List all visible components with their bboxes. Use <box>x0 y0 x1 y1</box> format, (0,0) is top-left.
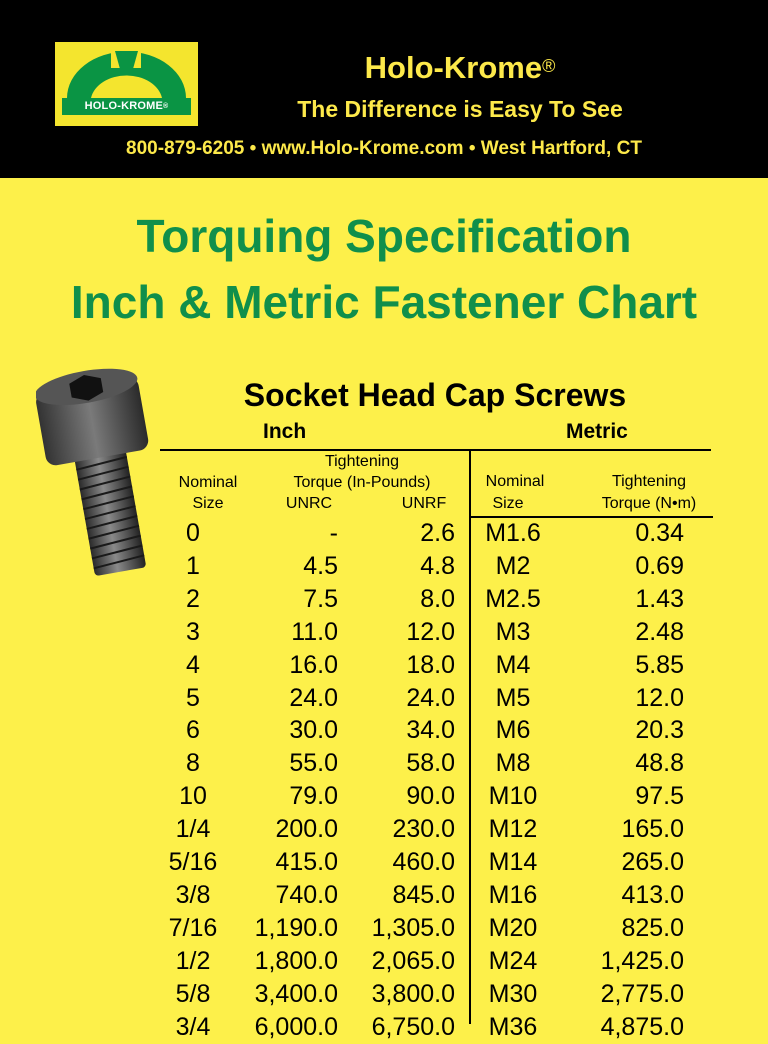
metric-size-cell: M1.6 <box>485 519 541 547</box>
table-row <box>0 583 768 616</box>
metric-size-cell: M4 <box>495 650 531 679</box>
inch-size-cell: 3 <box>186 617 200 646</box>
table-row <box>0 649 768 682</box>
unrf-torque-cell: 8.0 <box>420 584 455 613</box>
metric-torque-cell: 1,425.0 <box>600 946 684 975</box>
table-row <box>0 978 768 1011</box>
metric-size-cell: M36 <box>488 1012 538 1041</box>
section-title: Socket Head Cap Screws <box>243 377 627 413</box>
inch-size-cell: 1/2 <box>175 946 211 975</box>
logo-label: HOLO-KROME® <box>62 98 191 115</box>
inch-size-cell: 1/4 <box>175 815 211 844</box>
table-row <box>0 682 768 715</box>
metric-size-cell: M2 <box>495 551 531 580</box>
table-row <box>0 1011 768 1044</box>
metric-size-cell: M2.5 <box>485 584 541 613</box>
metric-torque-cell: 5.85 <box>635 650 684 679</box>
metric-torque-cell: 4,875.0 <box>600 1012 684 1041</box>
holo-krome-logo <box>55 42 198 126</box>
metric-size-cell: M16 <box>488 880 538 909</box>
table-row <box>0 517 768 550</box>
metric-torque-cell: 1.43 <box>635 584 684 613</box>
contact-line: 800-879-6205 • www.Holo-Krome.com • West Hartford, CT <box>126 138 642 159</box>
table-row <box>0 813 768 846</box>
metric-torque-cell: 2,775.0 <box>600 979 684 1008</box>
metric-torque-label: Torque (N•m) <box>601 495 697 512</box>
metric-torque-cell: 0.34 <box>635 519 684 547</box>
metric-size-cell: M14 <box>488 848 538 876</box>
tagline: The Difference is Easy To See <box>297 96 623 122</box>
page-title-line1: Torquing Specification <box>136 210 632 262</box>
table-row <box>0 780 768 813</box>
metric-size-label: Size <box>492 495 524 512</box>
unrc-torque-cell: 24.0 <box>289 683 338 712</box>
table-row <box>0 912 768 945</box>
unrc-torque-cell: 30.0 <box>289 716 338 745</box>
unrf-torque-cell: 1,305.0 <box>371 913 455 942</box>
unrc-torque-cell: 11.0 <box>291 617 338 646</box>
unrc-torque-cell: 1,190.0 <box>254 913 338 942</box>
metric-torque-cell: 20.3 <box>635 716 684 745</box>
unrf-torque-cell: 12.0 <box>406 617 455 646</box>
unrf-torque-cell: 230.0 <box>392 815 455 844</box>
inch-size-cell: 7/16 <box>168 913 218 942</box>
table-row <box>0 846 768 879</box>
unrf-torque-cell: 24.0 <box>406 683 455 712</box>
unrc-torque-cell: 79.0 <box>289 782 338 811</box>
metric-size-cell: M12 <box>488 815 538 844</box>
unrc-torque-cell: 7.5 <box>303 584 338 613</box>
metric-torque-cell: 413.0 <box>621 880 684 909</box>
metric-size-cell: M20 <box>488 913 538 942</box>
metric-size-cell: M10 <box>488 782 538 811</box>
metric-torque-cell: 12.0 <box>635 683 684 712</box>
unrc-torque-cell: 55.0 <box>289 749 338 778</box>
table-row <box>0 550 768 583</box>
unrf-label: UNRF <box>401 495 447 512</box>
metric-torque-cell: 165.0 <box>621 815 684 844</box>
unrf-torque-cell: 3,800.0 <box>371 979 455 1008</box>
inch-size-cell: 0 <box>186 519 200 547</box>
metric-size-cell: M24 <box>488 946 538 975</box>
unrc-torque-cell: 200.0 <box>275 815 338 844</box>
unrf-torque-cell: 34.0 <box>406 716 455 745</box>
metric-header: Metric <box>566 420 628 443</box>
inch-size-cell: 1 <box>186 551 200 580</box>
metric-size-cell: M6 <box>495 716 531 745</box>
unrf-torque-cell: 2.6 <box>420 519 455 547</box>
unrc-torque-cell: - <box>329 519 338 547</box>
unrc-torque-cell: 16.0 <box>289 650 338 679</box>
table-row <box>0 945 768 978</box>
page-title-line2: Inch & Metric Fastener Chart <box>70 276 698 328</box>
metric-tightening-label: Tightening <box>611 473 687 490</box>
inch-size-label: Size <box>192 495 224 512</box>
metric-size-cell: M5 <box>495 683 531 712</box>
header-rule <box>160 449 711 451</box>
inch-size-cell: 8 <box>186 749 200 778</box>
metric-size-cell: M3 <box>495 617 531 646</box>
inch-size-cell: 3/4 <box>175 1012 211 1041</box>
unrf-torque-cell: 845.0 <box>392 880 455 909</box>
unrf-torque-cell: 58.0 <box>406 749 455 778</box>
inch-size-cell: 5 <box>186 683 200 712</box>
metric-torque-cell: 48.8 <box>635 749 684 778</box>
header-band <box>0 0 768 178</box>
inch-nominal-label: Nominal <box>178 474 238 491</box>
unrc-label: UNRC <box>285 495 333 512</box>
table-row <box>0 616 768 649</box>
unrf-torque-cell: 18.0 <box>406 650 455 679</box>
metric-size-cell: M30 <box>488 979 538 1008</box>
table-row <box>0 714 768 747</box>
unrf-torque-cell: 6,750.0 <box>371 1012 455 1041</box>
unrc-torque-cell: 3,400.0 <box>254 979 338 1008</box>
registered-mark: ® <box>542 56 556 76</box>
table-row <box>0 747 768 780</box>
metric-torque-cell: 825.0 <box>621 913 684 942</box>
inch-size-cell: 3/8 <box>175 880 211 909</box>
unrf-torque-cell: 2,065.0 <box>371 946 455 975</box>
metric-nominal-label: Nominal <box>485 473 545 490</box>
unrc-torque-cell: 415.0 <box>275 848 338 876</box>
table-row <box>0 879 768 912</box>
torque-in-pounds-label: Torque (In-Pounds) <box>293 474 431 491</box>
unrc-torque-cell: 1,800.0 <box>254 946 338 975</box>
metric-torque-cell: 97.5 <box>635 782 684 811</box>
brand-name: Holo-Krome® <box>364 50 556 85</box>
metric-torque-cell: 2.48 <box>635 617 684 646</box>
metric-torque-cell: 0.69 <box>635 551 684 580</box>
unrc-torque-cell: 6,000.0 <box>254 1012 338 1041</box>
inch-size-cell: 10 <box>179 782 207 811</box>
metric-size-cell: M8 <box>495 749 531 778</box>
unrf-torque-cell: 4.8 <box>420 551 455 580</box>
metric-torque-cell: 265.0 <box>621 848 684 876</box>
inch-size-cell: 4 <box>186 650 200 679</box>
inch-size-cell: 6 <box>186 716 200 745</box>
unrf-torque-cell: 90.0 <box>406 782 455 811</box>
unrc-torque-cell: 4.5 <box>303 551 338 580</box>
inch-header: Inch <box>263 420 307 443</box>
unrf-torque-cell: 460.0 <box>392 848 455 876</box>
unrc-torque-cell: 740.0 <box>275 880 338 909</box>
inch-size-cell: 2 <box>186 584 200 613</box>
tightening-label: Tightening <box>324 453 400 470</box>
inch-size-cell: 5/16 <box>168 848 218 876</box>
inch-size-cell: 5/8 <box>175 979 211 1008</box>
